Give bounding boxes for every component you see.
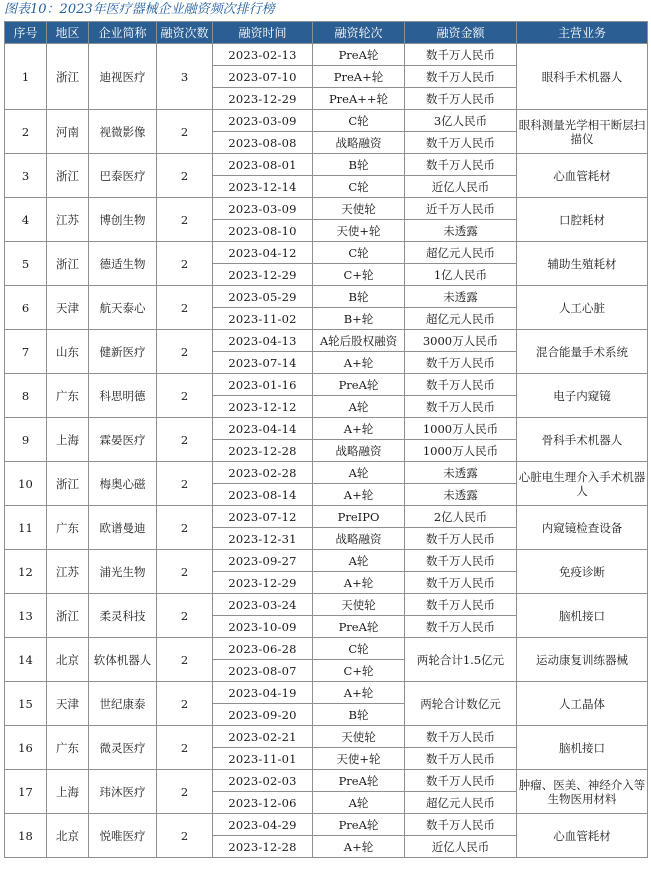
financing-date-cell: 2023-02-13 <box>213 44 313 66</box>
row-number-cell: 11 <box>5 506 47 550</box>
header-date: 融资时间 <box>213 22 313 44</box>
financing-round-cell: A轮后股权融资 <box>313 330 405 352</box>
table-row <box>5 330 648 352</box>
business-cell: 心血管耗材 <box>517 814 648 858</box>
financing-amount-cell: 两轮合计1.5亿元 <box>405 638 517 682</box>
financing-count-cell: 2 <box>157 770 213 814</box>
financing-date-cell: 2023-03-09 <box>213 198 313 220</box>
header-company: 企业简称 <box>89 22 157 44</box>
financing-round-cell: PreA轮 <box>313 374 405 396</box>
company-cell: 梅奥心磁 <box>89 462 157 506</box>
financing-round-cell: A+轮 <box>313 418 405 440</box>
business-cell: 内窥镜检查设备 <box>517 506 648 550</box>
financing-amount-cell: 近亿人民币 <box>405 176 517 198</box>
financing-amount-cell: 数千万人民币 <box>405 396 517 418</box>
company-cell: 玮沐医疗 <box>89 770 157 814</box>
region-cell: 上海 <box>47 418 89 462</box>
financing-date-cell: 2023-07-14 <box>213 352 313 374</box>
company-cell: 博创生物 <box>89 198 157 242</box>
financing-date-cell: 2023-03-09 <box>213 110 313 132</box>
table-row <box>5 44 648 66</box>
row-number-cell: 15 <box>5 682 47 726</box>
region-cell: 浙江 <box>47 44 89 110</box>
financing-date-cell: 2023-01-16 <box>213 374 313 396</box>
financing-round-cell: 天使+轮 <box>313 748 405 770</box>
company-cell: 健新医疗 <box>89 330 157 374</box>
table-row <box>5 550 648 572</box>
financing-date-cell: 2023-12-12 <box>213 396 313 418</box>
financing-date-cell: 2023-05-29 <box>213 286 313 308</box>
company-cell: 柔灵科技 <box>89 594 157 638</box>
financing-round-cell: PreA轮 <box>313 814 405 836</box>
financing-count-cell: 2 <box>157 418 213 462</box>
table-row <box>5 462 648 484</box>
row-number-cell: 4 <box>5 198 47 242</box>
company-cell: 霖晏医疗 <box>89 418 157 462</box>
financing-round-cell: 战略融资 <box>313 440 405 462</box>
row-number-cell: 9 <box>5 418 47 462</box>
business-cell: 眼科手术机器人 <box>517 44 648 110</box>
financing-amount-cell: 近亿人民币 <box>405 836 517 858</box>
financing-count-cell: 2 <box>157 462 213 506</box>
financing-date-cell: 2023-12-28 <box>213 440 313 462</box>
company-cell: 巴泰医疗 <box>89 154 157 198</box>
financing-amount-cell: 数千万人民币 <box>405 132 517 154</box>
company-cell: 视微影像 <box>89 110 157 154</box>
company-cell: 浦光生物 <box>89 550 157 594</box>
region-cell: 广东 <box>47 374 89 418</box>
row-number-cell: 7 <box>5 330 47 374</box>
financing-round-cell: PreA轮 <box>313 616 405 638</box>
financing-round-cell: 天使轮 <box>313 594 405 616</box>
company-cell: 软体机器人 <box>89 638 157 682</box>
business-cell: 混合能量手术系统 <box>517 330 648 374</box>
financing-amount-cell: 未透露 <box>405 286 517 308</box>
row-number-cell: 5 <box>5 242 47 286</box>
header-amount: 融资金额 <box>405 22 517 44</box>
financing-round-cell: PreA+轮 <box>313 66 405 88</box>
table-row <box>5 638 648 660</box>
financing-date-cell: 2023-12-14 <box>213 176 313 198</box>
financing-amount-cell: 数千万人民币 <box>405 594 517 616</box>
row-number-cell: 13 <box>5 594 47 638</box>
company-cell: 悦唯医疗 <box>89 814 157 858</box>
financing-date-cell: 2023-08-01 <box>213 154 313 176</box>
business-cell: 骨科手术机器人 <box>517 418 648 462</box>
financing-amount-cell: 1000万人民币 <box>405 418 517 440</box>
financing-amount-cell: 数千万人民币 <box>405 154 517 176</box>
financing-count-cell: 2 <box>157 330 213 374</box>
financing-amount-cell: 两轮合计数亿元 <box>405 682 517 726</box>
financing-date-cell: 2023-07-12 <box>213 506 313 528</box>
company-cell: 德适生物 <box>89 242 157 286</box>
financing-round-cell: C+轮 <box>313 660 405 682</box>
financing-date-cell: 2023-02-28 <box>213 462 313 484</box>
financing-date-cell: 2023-11-01 <box>213 748 313 770</box>
row-number-cell: 1 <box>5 44 47 110</box>
financing-date-cell: 2023-12-29 <box>213 572 313 594</box>
region-cell: 山东 <box>47 330 89 374</box>
company-cell: 迪视医疗 <box>89 44 157 110</box>
company-cell: 世纪康泰 <box>89 682 157 726</box>
table-row <box>5 198 648 220</box>
business-cell: 肿瘤、医美、神经介入等生物医用材料 <box>517 770 648 814</box>
financing-count-cell: 2 <box>157 110 213 154</box>
financing-date-cell: 2023-02-03 <box>213 770 313 792</box>
financing-round-cell: PreA轮 <box>313 44 405 66</box>
financing-count-cell: 2 <box>157 286 213 330</box>
financing-amount-cell: 未透露 <box>405 220 517 242</box>
financing-count-cell: 2 <box>157 242 213 286</box>
financing-round-cell: 天使轮 <box>313 726 405 748</box>
financing-amount-cell: 近千万人民币 <box>405 198 517 220</box>
table-row <box>5 770 648 792</box>
financing-amount-cell: 2亿人民币 <box>405 506 517 528</box>
company-cell: 航天泰心 <box>89 286 157 330</box>
region-cell: 上海 <box>47 770 89 814</box>
financing-amount-cell: 数千万人民币 <box>405 352 517 374</box>
table-row <box>5 242 648 264</box>
table-row <box>5 682 648 704</box>
header-business: 主营业务 <box>517 22 648 44</box>
financing-amount-cell: 数千万人民币 <box>405 528 517 550</box>
region-cell: 浙江 <box>47 242 89 286</box>
financing-count-cell: 2 <box>157 550 213 594</box>
row-number-cell: 3 <box>5 154 47 198</box>
region-cell: 北京 <box>47 638 89 682</box>
region-cell: 天津 <box>47 286 89 330</box>
financing-round-cell: 战略融资 <box>313 528 405 550</box>
financing-round-cell: A+轮 <box>313 572 405 594</box>
financing-round-cell: B+轮 <box>313 308 405 330</box>
financing-count-cell: 2 <box>157 374 213 418</box>
row-number-cell: 2 <box>5 110 47 154</box>
company-cell: 微灵医疗 <box>89 726 157 770</box>
table-row <box>5 814 648 836</box>
company-cell: 科思明德 <box>89 374 157 418</box>
financing-amount-cell: 数千万人民币 <box>405 616 517 638</box>
region-cell: 广东 <box>47 726 89 770</box>
financing-round-cell: A+轮 <box>313 352 405 374</box>
financing-round-cell: C轮 <box>313 176 405 198</box>
financing-count-cell: 2 <box>157 814 213 858</box>
business-cell: 人工晶体 <box>517 682 648 726</box>
financing-round-cell: PreA++轮 <box>313 88 405 110</box>
financing-date-cell: 2023-02-21 <box>213 726 313 748</box>
header-region: 地区 <box>47 22 89 44</box>
financing-count-cell: 2 <box>157 594 213 638</box>
table-row <box>5 374 648 396</box>
financing-round-cell: 天使+轮 <box>313 220 405 242</box>
financing-round-cell: C轮 <box>313 242 405 264</box>
financing-amount-cell: 数千万人民币 <box>405 572 517 594</box>
table-row <box>5 154 648 176</box>
financing-round-cell: B轮 <box>313 286 405 308</box>
financing-amount-cell: 超亿元人民币 <box>405 308 517 330</box>
financing-amount-cell: 数千万人民币 <box>405 550 517 572</box>
financing-date-cell: 2023-11-02 <box>213 308 313 330</box>
financing-date-cell: 2023-04-12 <box>213 242 313 264</box>
financing-round-cell: A轮 <box>313 792 405 814</box>
row-number-cell: 6 <box>5 286 47 330</box>
header-round: 融资轮次 <box>313 22 405 44</box>
financing-count-cell: 2 <box>157 638 213 682</box>
financing-date-cell: 2023-12-28 <box>213 836 313 858</box>
financing-date-cell: 2023-07-10 <box>213 66 313 88</box>
table-row <box>5 286 648 308</box>
financing-count-cell: 2 <box>157 506 213 550</box>
region-cell: 浙江 <box>47 154 89 198</box>
financing-amount-cell: 数千万人民币 <box>405 44 517 66</box>
financing-count-cell: 3 <box>157 44 213 110</box>
financing-round-cell: A轮 <box>313 396 405 418</box>
financing-date-cell: 2023-04-14 <box>213 418 313 440</box>
row-number-cell: 18 <box>5 814 47 858</box>
financing-round-cell: A+轮 <box>313 484 405 506</box>
financing-amount-cell: 数千万人民币 <box>405 814 517 836</box>
financing-round-cell: PreIPO <box>313 506 405 528</box>
financing-ranking-table <box>4 21 648 858</box>
financing-amount-cell: 1亿人民币 <box>405 264 517 286</box>
business-cell: 心血管耗材 <box>517 154 648 198</box>
table-caption: 图表10：2023年医疗器械企业融资频次排行榜 <box>4 2 275 17</box>
business-cell: 运动康复训练器械 <box>517 638 648 682</box>
table-body <box>5 44 648 858</box>
financing-round-cell: A+轮 <box>313 682 405 704</box>
business-cell: 眼科测量光学相干断层扫描仪 <box>517 110 648 154</box>
financing-amount-cell: 超亿元人民币 <box>405 242 517 264</box>
financing-amount-cell: 3亿人民币 <box>405 110 517 132</box>
region-cell: 江苏 <box>47 198 89 242</box>
financing-date-cell: 2023-09-20 <box>213 704 313 726</box>
region-cell: 河南 <box>47 110 89 154</box>
financing-amount-cell: 数千万人民币 <box>405 66 517 88</box>
financing-date-cell: 2023-03-24 <box>213 594 313 616</box>
financing-round-cell: 天使轮 <box>313 198 405 220</box>
financing-date-cell: 2023-04-19 <box>213 682 313 704</box>
financing-round-cell: A轮 <box>313 550 405 572</box>
region-cell: 北京 <box>47 814 89 858</box>
table-row <box>5 594 648 616</box>
financing-count-cell: 2 <box>157 682 213 726</box>
business-cell: 心脏电生理介入手术机器人 <box>517 462 648 506</box>
financing-amount-cell: 数千万人民币 <box>405 726 517 748</box>
financing-date-cell: 2023-06-28 <box>213 638 313 660</box>
region-cell: 天津 <box>47 682 89 726</box>
financing-round-cell: C+轮 <box>313 264 405 286</box>
financing-date-cell: 2023-09-27 <box>213 550 313 572</box>
financing-count-cell: 2 <box>157 154 213 198</box>
business-cell: 免疫诊断 <box>517 550 648 594</box>
financing-amount-cell: 数千万人民币 <box>405 770 517 792</box>
financing-amount-cell: 1000万人民币 <box>405 440 517 462</box>
financing-date-cell: 2023-12-06 <box>213 792 313 814</box>
business-cell: 电子内窥镜 <box>517 374 648 418</box>
financing-amount-cell: 未透露 <box>405 462 517 484</box>
financing-round-cell: 战略融资 <box>313 132 405 154</box>
financing-date-cell: 2023-08-07 <box>213 660 313 682</box>
financing-round-cell: B轮 <box>313 704 405 726</box>
table-row <box>5 726 648 748</box>
financing-date-cell: 2023-04-13 <box>213 330 313 352</box>
region-cell: 浙江 <box>47 594 89 638</box>
business-cell: 脑机接口 <box>517 594 648 638</box>
company-cell: 欧谱曼迪 <box>89 506 157 550</box>
row-number-cell: 10 <box>5 462 47 506</box>
region-cell: 广东 <box>47 506 89 550</box>
business-cell: 脑机接口 <box>517 726 648 770</box>
header-no: 序号 <box>5 22 47 44</box>
financing-date-cell: 2023-04-29 <box>213 814 313 836</box>
financing-amount-cell: 3000万人民币 <box>405 330 517 352</box>
region-cell: 浙江 <box>47 462 89 506</box>
financing-round-cell: B轮 <box>313 154 405 176</box>
table-header-row <box>5 22 648 44</box>
row-number-cell: 17 <box>5 770 47 814</box>
row-number-cell: 12 <box>5 550 47 594</box>
financing-amount-cell: 未透露 <box>405 484 517 506</box>
row-number-cell: 16 <box>5 726 47 770</box>
financing-round-cell: C轮 <box>313 638 405 660</box>
business-cell: 人工心脏 <box>517 286 648 330</box>
financing-date-cell: 2023-08-14 <box>213 484 313 506</box>
row-number-cell: 8 <box>5 374 47 418</box>
header-count: 融资次数 <box>157 22 213 44</box>
financing-amount-cell: 超亿元人民币 <box>405 792 517 814</box>
financing-date-cell: 2023-12-29 <box>213 88 313 110</box>
financing-round-cell: A+轮 <box>313 836 405 858</box>
financing-amount-cell: 数千万人民币 <box>405 748 517 770</box>
financing-date-cell: 2023-12-29 <box>213 264 313 286</box>
table-row <box>5 110 648 132</box>
table-row <box>5 506 648 528</box>
financing-count-cell: 2 <box>157 198 213 242</box>
financing-round-cell: A轮 <box>313 462 405 484</box>
financing-round-cell: C轮 <box>313 110 405 132</box>
row-number-cell: 14 <box>5 638 47 682</box>
business-cell: 口腔耗材 <box>517 198 648 242</box>
financing-date-cell: 2023-08-08 <box>213 132 313 154</box>
region-cell: 江苏 <box>47 550 89 594</box>
financing-date-cell: 2023-08-10 <box>213 220 313 242</box>
financing-date-cell: 2023-12-31 <box>213 528 313 550</box>
table-row <box>5 418 648 440</box>
financing-count-cell: 2 <box>157 726 213 770</box>
financing-date-cell: 2023-10-09 <box>213 616 313 638</box>
business-cell: 辅助生殖耗材 <box>517 242 648 286</box>
financing-amount-cell: 数千万人民币 <box>405 88 517 110</box>
financing-round-cell: PreA轮 <box>313 770 405 792</box>
financing-amount-cell: 数千万人民币 <box>405 374 517 396</box>
